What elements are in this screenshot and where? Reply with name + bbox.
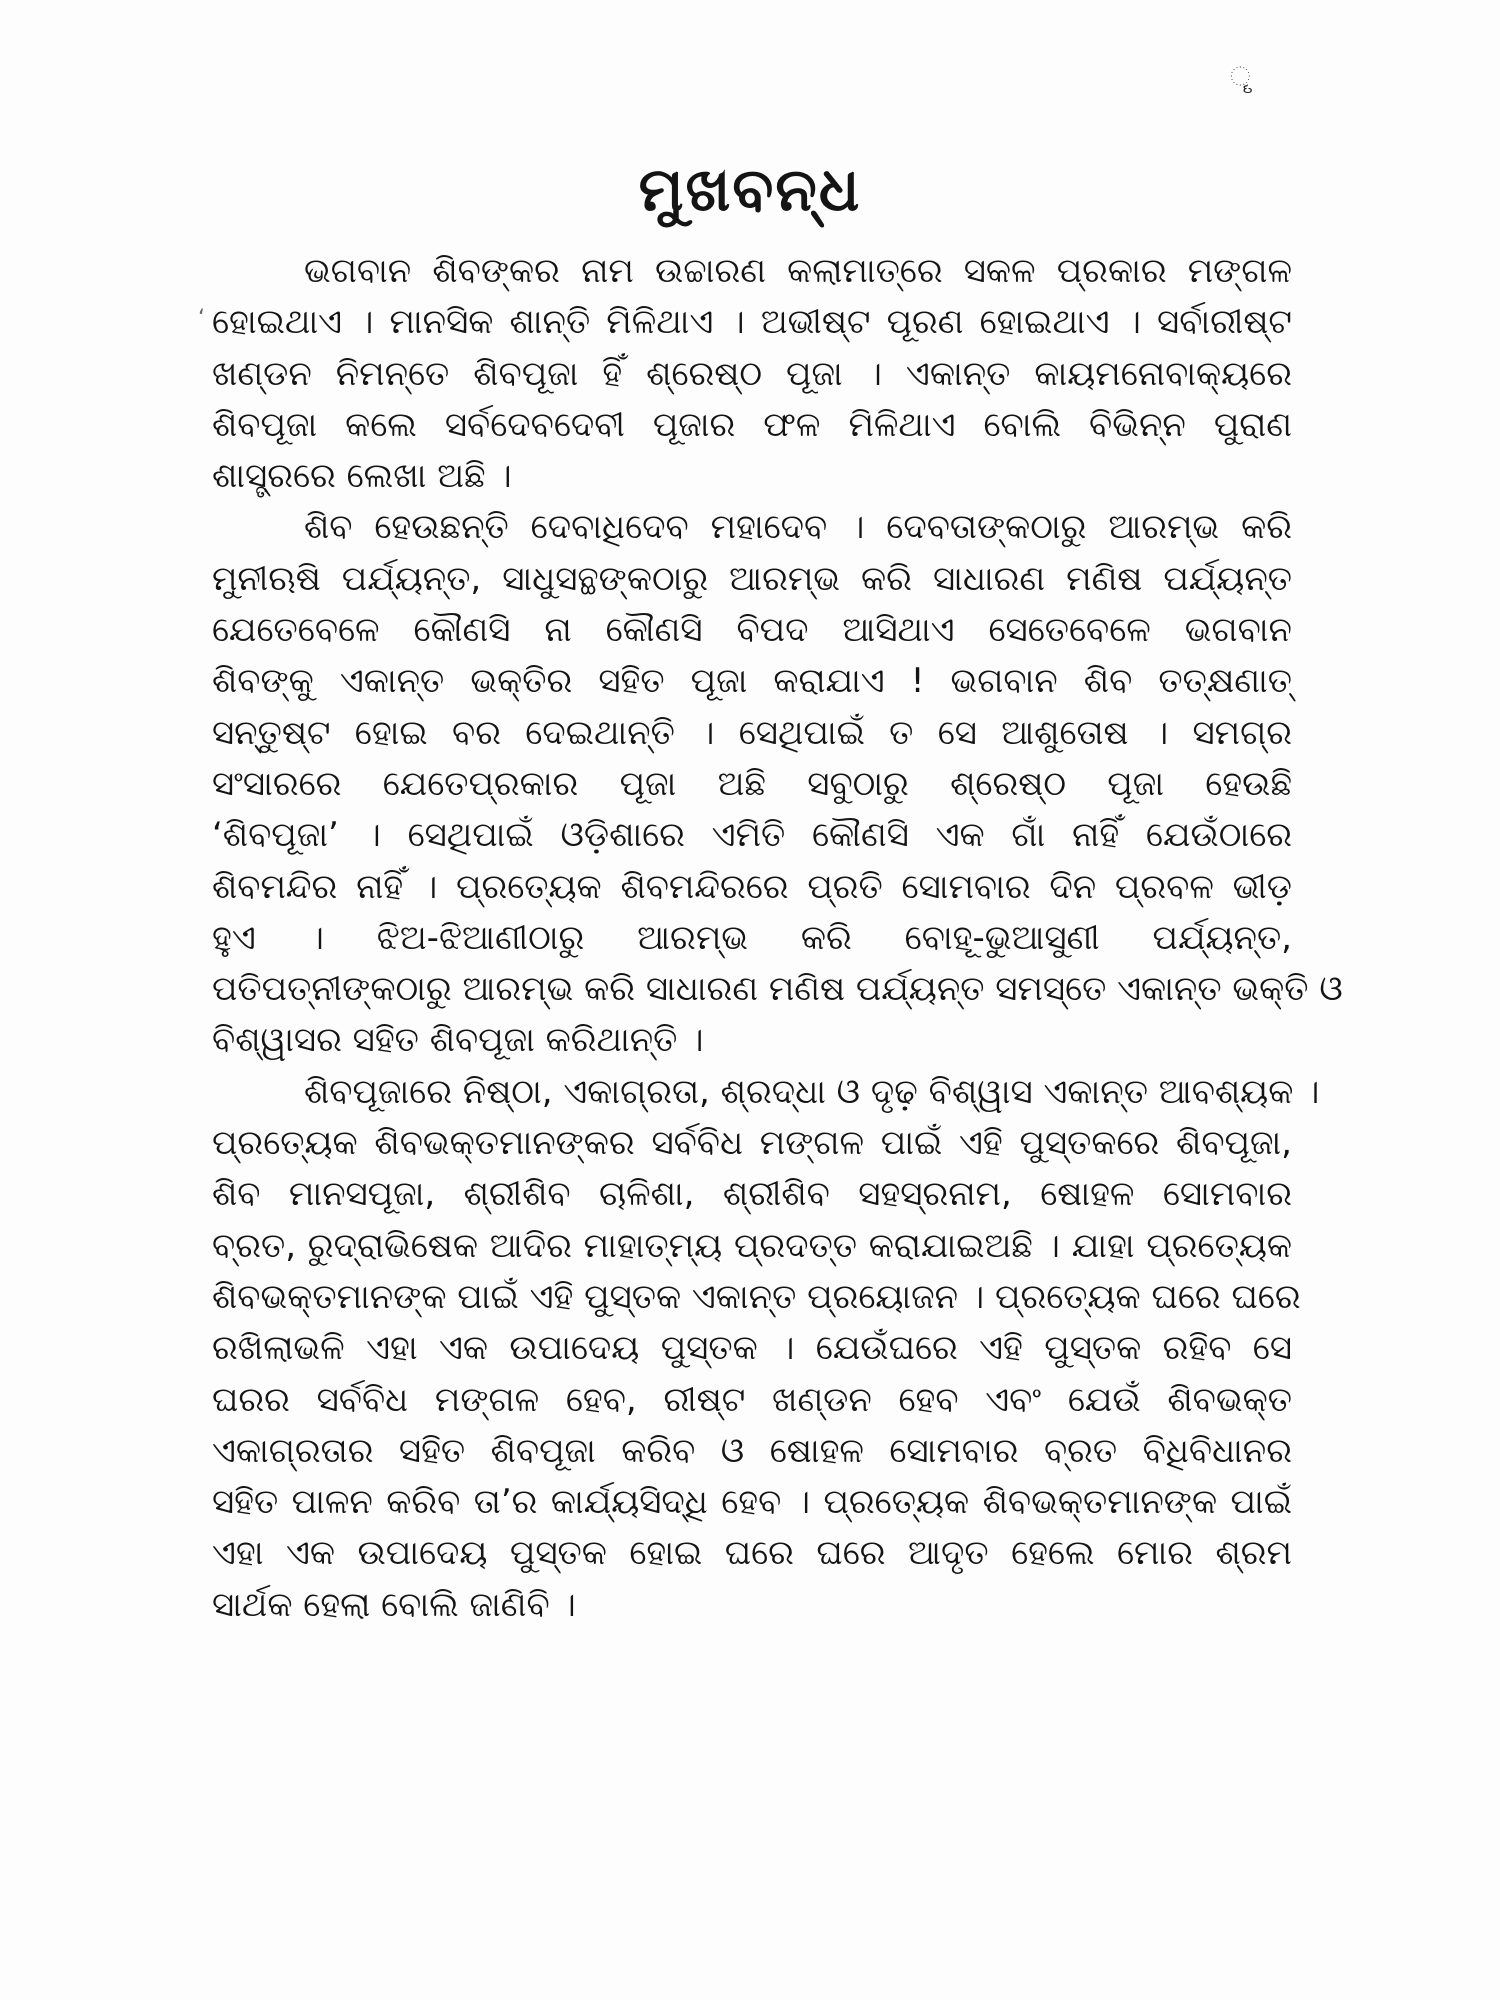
paragraph-2 — [212, 502, 1343, 1066]
paragraph-line: ଶିବ ମାନସପୂଜା, ଶ୍ରୀଶିବ ଚାଳିଶା, ଶ୍ରୀଶିବ ସହସ୍ରନାମ, ଷୋହଳ ସୋମବାର — [212, 1174, 1292, 1215]
paragraph-line: ପ୍ରତ୍ୟେକ ଶିବଭକ୍ତମାନଙ୍କର ସର୍ବବିଧ ମଙ୍ଗଳ ପାଇଁ ଏହି ପୁସ୍ତକରେ ଶିବପୂଜା, — [212, 1123, 1292, 1164]
stray-mark: ‘ — [198, 306, 205, 331]
paragraph-line: ବିଶ୍ୱାସର ସହିତ ଶିବପୂଜା କରିଥାନ୍ତି । — [212, 1020, 704, 1061]
paragraph-line: ମୁନୀଋଷି ପର୍ଯ୍ୟନ୍ତ, ସାଧୁସନ୍ଥଙ୍କଠାରୁ ଆରମ୍ଭ କରି ସାଧାରଣ ମଣିଷ ପର୍ଯ୍ୟନ୍ତ — [212, 558, 1292, 599]
paragraph-1 — [212, 246, 1292, 502]
paragraph-line: ଭଗବାନ ଶିବଙ୍କର ନାମ ଉଚ୍ଚାରଣ କଲାମାତ୍ରେ ସକଳ ପ୍ରକାର ମଙ୍ଗଳ — [304, 251, 1292, 291]
paragraph-line: ବ୍ରତ, ରୁଦ୍ରାଭିଷେକ ଆଦିର ମାହାତ୍ମ୍ୟ ପ୍ରଦତ୍ତ କରାଯାଇଅଛି । ଯାହା ପ୍ରତ୍ୟେକ — [212, 1225, 1292, 1266]
paragraph-3 — [212, 1067, 1320, 1631]
paragraph-line: ଯେତେବେଳେ କୌଣସି ନା କୌଣସି ବିପଦ ଆସିଥାଏ ସେତେବେଳେ ଭଗବାନ — [212, 610, 1292, 651]
paragraph-line: ଏକାଗ୍ରତାର ସହିତ ଶିବପୂଜା କରିବ ଓ ଷୋହଳ ସୋମବାର ବ୍ରତ ବିଧିବିଧାନର — [212, 1430, 1292, 1471]
paragraph-line: ସନ୍ତୁଷ୍ଟ ହୋଇ ବର ଦେଇଥାନ୍ତି । ସେଥିପାଇଁ ତ ସେ ଆଶୁତୋଷ । ସମଗ୍ର — [212, 712, 1292, 753]
page-title: ମୁଖବନ୍ଧ — [638, 155, 862, 225]
paragraph-line: ହୋଇଥାଏ । ମାନସିକ ଶାନ୍ତି ମିଳିଥାଏ । ଅଭୀଷ୍ଟ ପୂରଣ ହୋଇଥାଏ । ସର୍ବାରୀଷ୍ଟ — [212, 302, 1292, 343]
paragraph-line: ଶିବ ହେଉଛନ୍ତି ଦେବାଧିଦେବ ମହାଦେବ । ଦେବତାଙ୍କଠାରୁ ଆରମ୍ଭ କରି — [304, 507, 1292, 548]
paragraph-line: ଘରର ସର୍ବବିଧ ମଙ୍ଗଳ ହେବ, ରୀଷ୍ଟ ଖଣ୍ଡନ ହେବ ଏବଂ ଯେଉଁ ଶିବଭକ୍ତ — [212, 1379, 1292, 1420]
paragraph-line: ସାର୍ଥକ ହେଲା ବୋଲି ଜାଣିବି । — [212, 1584, 576, 1625]
paragraph-line: ‘ଶିବପୂଜା’ । ସେଥିପାଇଁ ଓଡ଼ିଶାରେ ଏମିତି କୌଣସି ଏକ ଗାଁ ନାହିଁ ଯେଉଁଠାରେ — [212, 815, 1292, 856]
paragraph-line: ରଖିଲାଭଳି ଏହା ଏକ ଉପାଦେୟ ପୁସ୍ତକ । ଯେଉଁଘରେ ଏହି ପୁସ୍ତକ ରହିବ ସେ — [212, 1328, 1292, 1369]
paragraph-line: ଶିବଭକ୍ତମାନଙ୍କ ପାଇଁ ଏହି ପୁସ୍ତକ ଏକାନ୍ତ ପ୍ରୟୋଜନ । ପ୍ରତ୍ୟେକ ଘରେ ଘରେ — [212, 1276, 1301, 1317]
paragraph-line: ପତିପତ୍ନୀଙ୍କଠାରୁ ଆରମ୍ଭ କରି ସାଧାରଣ ମଣିଷ ପର୍ଯ୍ୟନ୍ତ ସମସ୍ତେ ଏକାନ୍ତ ଭକ୍ତି ଓ — [212, 969, 1343, 1010]
paragraph-line: ଶିବଙ୍କୁ ଏକାନ୍ତ ଭକ୍ତିର ସହିତ ପୂଜା କରାଯାଏ ! ଭଗବାନ ଶିବ ତତ୍‌କ୍ଷଣାତ୍ — [212, 661, 1292, 702]
paragraph-line: ଶାସ୍ତ୍ରରେ ଲେଖା ଅଛି । — [212, 456, 512, 497]
paragraph-line: ଶିବପୂଜାରେ ନିଷ୍ଠା, ଏକାଗ୍ରତା, ଶ୍ରଦ୍ଧା ଓ ଦୃଢ଼ ବିଶ୍ୱାସ ଏକାନ୍ତ ଆବଶ୍ୟକ । — [304, 1071, 1320, 1112]
paragraph-line: ସଂସାରରେ ଯେତେପ୍ରକାର ପୂଜା ଅଛି ସବୁଠାରୁ ଶ୍ରେଷ୍ଠ ପୂଜା ହେଉଛି — [212, 763, 1292, 804]
paragraph-line: ଖଣ୍ଡନ ନିମନ୍ତେ ଶିବପୂଜା ହିଁ ଶ୍ରେଷ୍ଠ ପୂଜା । ଏକାନ୍ତ କାୟମନୋବାକ୍ୟରେ — [212, 353, 1292, 394]
paragraph-line: ଶିବପୂଜା କଲେ ସର୍ବଦେବଦେବୀ ପୂଜାର ଫଳ ମିଳିଥାଏ ବୋଲି ବିଭିନ୍ନ ପୁରାଣ — [212, 404, 1292, 445]
paragraph-line: ସହିତ ପାଳନ କରିବ ତା’ର କାର୍ଯ୍ୟସିଦ୍ଧି ହେବ । ପ୍ରତ୍ୟେକ ଶିବଭକ୍ତମାନଙ୍କ ପାଇଁ — [212, 1482, 1292, 1523]
paragraph-line: ଏହା ଏକ ଉପାଦେୟ ପୁସ୍ତକ ହୋଇ ଘରେ ଘରେ ଆଦୃତ ହେଲେ ମୋର ଶ୍ରମ — [212, 1533, 1292, 1574]
preface-body — [212, 246, 1343, 1631]
paragraph-line: ହୁଏ । ଝିଅ-ଝିଆଣୀଠାରୁ ଆରମ୍ଭ କରି ବୋହୂ-ଭୁଆସୁଣୀ ପର୍ଯ୍ୟନ୍ତ, — [212, 917, 1292, 958]
paragraph-line: ଶିବମନ୍ଦିର ନାହିଁ । ପ୍ରତ୍ୟେକ ଶିବମନ୍ଦିରରେ ପ୍ରତି ସୋମବାର ଦିନ ପ୍ରବଳ ଭୀଡ଼ — [212, 866, 1292, 907]
page-mark: ୄ — [1230, 62, 1251, 92]
